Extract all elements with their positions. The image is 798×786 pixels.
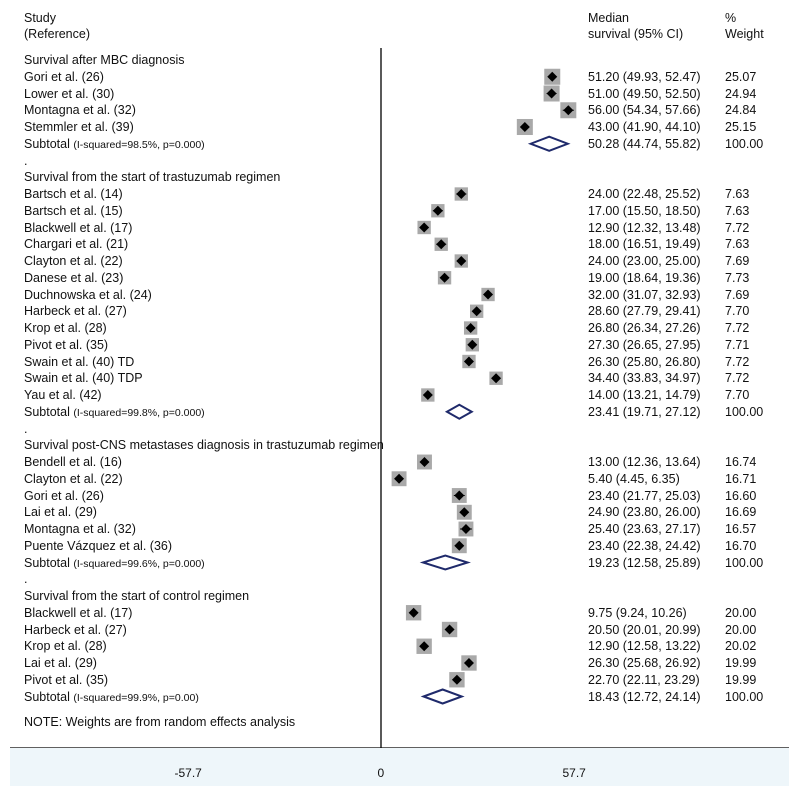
subtotal-weight: 100.00 [725, 555, 764, 570]
study-ci-text: 12.90 (12.58, 13.22) [588, 639, 701, 654]
study-weight: 7.69 [725, 287, 750, 302]
subtotal-label: Subtotal (I-squared=99.8%, p=0.000) [24, 404, 205, 419]
subtotal-heterogeneity: (I-squared=99.6%, p=0.000) [73, 557, 205, 570]
subtotal-heterogeneity: (I-squared=99.9%, p=0.00) [73, 691, 199, 704]
x-axis-band [10, 748, 789, 786]
study-label: Montagna et al. (32) [24, 522, 136, 536]
study-weight: 7.72 [725, 371, 750, 386]
subtotal-weight: 100.00 [725, 404, 764, 419]
subtotal-ci-text: 23.41 (19.71, 27.12) [588, 404, 701, 419]
study-ci-text: 26.30 (25.80, 26.80) [588, 354, 701, 369]
study-ci-text: 9.75 (9.24, 10.26) [588, 605, 687, 620]
study-ci-text: 51.00 (49.50, 52.50) [588, 86, 701, 101]
study-label: Pivot et al. (35) [24, 672, 109, 687]
study-label: Harbeck et al. (27) [24, 304, 127, 319]
study-label: Chargari et al. (21) [24, 237, 129, 252]
subtotal-ci-text: 18.43 (12.72, 24.14) [588, 689, 701, 704]
study-weight: 16.74 [725, 455, 757, 469]
subtotal-label: Subtotal (I-squared=99.9%, p=0.00) [24, 689, 199, 704]
study-ci-text: 51.20 (49.93, 52.47) [588, 69, 701, 84]
study-label: Bartsch et al. (15) [24, 203, 123, 218]
study-weight: 7.73 [725, 270, 750, 285]
study-weight: 16.71 [725, 471, 757, 486]
study-ci-text: 20.50 (20.01, 20.99) [588, 622, 701, 637]
study-label: Harbeck et al. (27) [24, 622, 127, 637]
study-ci-text: 17.00 (15.50, 18.50) [588, 203, 701, 218]
study-label: Gori et al. (26) [24, 69, 104, 84]
study-label: Swain et al. (40) TD [24, 354, 135, 369]
study-label: Krop et al. (28) [24, 321, 107, 335]
study-label: Bendell et al. (16) [24, 455, 122, 469]
study-label: Blackwell et al. (17) [24, 605, 133, 620]
group-title: Survival from the start of control regimen [24, 589, 250, 603]
study-weight: 20.00 [725, 605, 757, 620]
study-ci-text: 19.00 (18.64, 19.36) [588, 270, 701, 285]
study-weight: 16.69 [725, 505, 757, 520]
study-ci-text: 24.00 (22.48, 25.52) [588, 187, 701, 201]
study-weight: 16.57 [725, 522, 757, 536]
study-ci-text: 13.00 (12.36, 13.64) [588, 455, 701, 469]
study-ci-text: 24.90 (23.80, 26.00) [588, 505, 701, 520]
study-ci-text: 56.00 (54.34, 57.66) [588, 103, 701, 118]
study-label: Swain et al. (40) TDP [24, 371, 143, 386]
subtotal-ci-text: 19.23 (12.58, 25.89) [588, 555, 701, 570]
group-separator: . [24, 572, 28, 587]
study-weight: 16.70 [725, 538, 757, 553]
study-ci-text: 23.40 (22.38, 24.42) [588, 538, 701, 553]
study-weight: 7.72 [725, 354, 750, 369]
study-ci-text: 27.30 (26.65, 27.95) [588, 337, 701, 352]
subtotal-heterogeneity: (I-squared=99.8%, p=0.000) [73, 406, 205, 419]
study-ci-text: 14.00 (13.21, 14.79) [588, 388, 701, 402]
study-weight: 7.70 [725, 388, 750, 402]
subtotal-diamond [531, 137, 568, 151]
study-ci-text: 25.40 (23.63, 27.17) [588, 522, 701, 536]
study-ci-text: 28.60 (27.79, 29.41) [588, 304, 701, 319]
study-weight: 7.71 [725, 337, 750, 352]
study-ci-text: 5.40 (4.45, 6.35) [588, 471, 680, 486]
study-weight: 7.72 [725, 220, 750, 235]
subtotal-label: Subtotal (I-squared=98.5%, p=0.000) [24, 136, 205, 151]
study-label: Duchnowska et al. (24) [24, 287, 152, 302]
subtotal-heterogeneity: (I-squared=98.5%, p=0.000) [73, 138, 205, 151]
study-ci-text: 32.00 (31.07, 32.93) [588, 287, 701, 302]
study-label: Pivot et al. (35) [24, 337, 109, 352]
study-weight: 20.02 [725, 639, 757, 654]
subtotal-diamond [447, 405, 472, 419]
group-separator: . [24, 153, 28, 168]
study-ci-text: 26.30 (25.68, 26.92) [588, 656, 701, 670]
x-tick-label: 57.7 [562, 766, 586, 780]
study-ci-text: 34.40 (33.83, 34.97) [588, 371, 701, 386]
group-separator: . [24, 421, 28, 436]
study-label: Montagna et al. (32) [24, 103, 136, 118]
study-label: Stemmler et al. (39) [24, 120, 134, 134]
study-label: Puente Vázquez et al. (36) [24, 538, 173, 553]
study-ci-text: 18.00 (16.51, 19.49) [588, 237, 701, 252]
weight-column-header: % Weight [725, 11, 764, 41]
study-column-header: Study (Reference) [24, 11, 90, 41]
study-weight: 7.63 [725, 187, 750, 201]
study-label: Yau et al. (42) [24, 388, 102, 402]
study-weight: 7.70 [725, 304, 750, 319]
study-ci-text: 22.70 (22.11, 23.29) [588, 672, 700, 687]
study-weight: 7.72 [725, 321, 750, 335]
group-title: Survival from the start of trastuzumab regimen [24, 170, 281, 185]
study-label: Danese et al. (23) [24, 270, 124, 285]
study-ci-text: 24.00 (23.00, 25.00) [588, 254, 701, 268]
study-weight: 7.63 [725, 203, 750, 218]
study-label: Lai et al. (29) [24, 505, 97, 520]
group-title: Survival post-CNS metastases diagnosis in trastuzumab regimen [24, 438, 384, 453]
study-ci-text: 26.80 (26.34, 27.26) [588, 321, 701, 335]
study-weight: 19.99 [725, 672, 757, 687]
x-tick-label: -57.7 [174, 766, 202, 780]
subtotal-weight: 100.00 [725, 689, 764, 704]
study-ci-text: 43.00 (41.90, 44.10) [588, 120, 701, 134]
study-label: Clayton et al. (22) [24, 471, 123, 486]
subtotal-weight: 100.00 [725, 136, 764, 151]
study-label: Clayton et al. (22) [24, 254, 123, 268]
study-weight: 20.00 [725, 622, 757, 637]
study-label: Lai et al. (29) [24, 656, 97, 670]
study-label: Blackwell et al. (17) [24, 220, 133, 235]
study-label: Lower et al. (30) [24, 86, 115, 101]
subtotal-diamond [424, 690, 462, 704]
subtotal-diamond [423, 556, 468, 570]
study-weight: 24.94 [725, 86, 757, 101]
study-weight: 7.63 [725, 237, 750, 252]
study-weight: 25.15 [725, 120, 757, 134]
x-tick-label: 0 [377, 766, 385, 780]
study-ci-text: 23.40 (21.77, 25.03) [588, 488, 701, 503]
study-weight: 24.84 [725, 103, 757, 118]
survival-column-header: Median survival (95% CI) [588, 11, 684, 41]
study-weight: 25.07 [725, 69, 757, 84]
study-label: Gori et al. (26) [24, 488, 104, 503]
study-weight: 16.60 [725, 488, 757, 503]
study-ci-text: 12.90 (12.32, 13.48) [588, 220, 701, 235]
study-weight: 7.69 [725, 254, 750, 268]
weights-note: NOTE: Weights are from random effects analysis [24, 715, 296, 729]
subtotal-ci-text: 50.28 (44.74, 55.82) [588, 136, 701, 151]
study-label: Krop et al. (28) [24, 639, 107, 654]
study-label: Bartsch et al. (14) [24, 187, 123, 201]
group-title: Survival after MBC diagnosis [24, 53, 185, 67]
subtotal-label: Subtotal (I-squared=99.6%, p=0.000) [24, 555, 205, 570]
study-weight: 19.99 [725, 656, 757, 670]
